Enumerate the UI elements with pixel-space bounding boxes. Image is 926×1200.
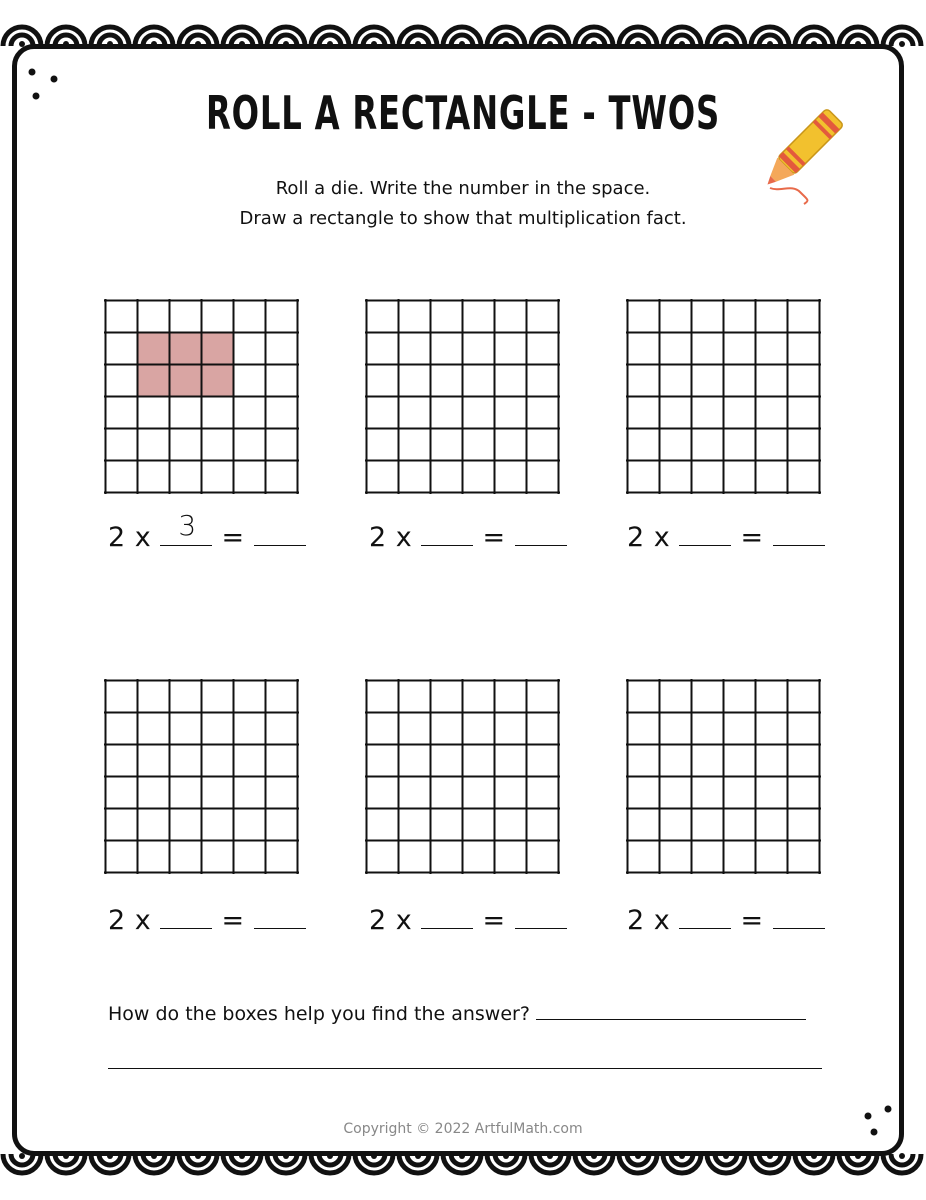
answer-blank-factor[interactable] <box>421 543 473 546</box>
answer-blank-product[interactable] <box>515 543 567 546</box>
instruction-line-1: Roll a die. Write the number in the space. <box>275 178 651 199</box>
equation-5 <box>369 905 567 936</box>
grid-3[interactable] <box>626 299 821 494</box>
equation-3 <box>627 522 825 553</box>
grid-2[interactable] <box>365 299 560 494</box>
equation-4 <box>108 905 306 936</box>
question-text: How do the boxes help you find the answer? <box>108 1003 530 1025</box>
grid-5[interactable] <box>365 679 560 874</box>
equation-prefix: 2 x <box>108 905 152 936</box>
grid-1[interactable] <box>104 299 299 494</box>
shaded-cell <box>170 365 202 397</box>
copyright-footer: Copyright © 2022 ArtfulMath.com <box>343 1121 583 1137</box>
answer-blank-product[interactable] <box>773 926 825 929</box>
equals-sign: = <box>221 522 245 553</box>
equals-sign: = <box>740 905 764 936</box>
shaded-cell <box>202 365 234 397</box>
instruction-line-2: Draw a rectangle to show that multiplication fact. <box>239 208 687 229</box>
answer-blank-factor[interactable] <box>160 926 212 929</box>
equation-prefix: 2 x <box>369 905 413 936</box>
dots-decoration-top-left <box>26 66 66 106</box>
answer-blank-product[interactable] <box>254 926 306 929</box>
answer-blank-factor[interactable] <box>679 926 731 929</box>
equation-2 <box>369 522 567 553</box>
equals-sign: = <box>740 522 764 553</box>
equation-6 <box>627 905 825 936</box>
equation-prefix: 2 x <box>369 522 413 553</box>
equation-1 <box>108 509 306 553</box>
answer-blank-product[interactable] <box>254 543 306 546</box>
shaded-cell <box>202 333 234 365</box>
equals-sign: = <box>221 905 245 936</box>
equals-sign: = <box>482 905 506 936</box>
equation-prefix: 2 x <box>627 522 671 553</box>
shaded-cell <box>170 333 202 365</box>
page-title: ROLL A RECTANGLE - TWOS <box>206 86 720 140</box>
answer-blank-factor[interactable] <box>679 543 731 546</box>
grid-4[interactable] <box>104 679 299 874</box>
handwritten-number: 3 <box>178 509 197 542</box>
shaded-cell <box>138 333 170 365</box>
answer-blank-product[interactable] <box>515 926 567 929</box>
reflection-question <box>108 1003 806 1025</box>
answer-blank-factor[interactable] <box>160 509 212 546</box>
bottom-border-decoration <box>0 1140 926 1200</box>
grid-6[interactable] <box>626 679 821 874</box>
answer-blank-product[interactable] <box>773 543 825 546</box>
shaded-cell <box>138 365 170 397</box>
answer-blank-factor[interactable] <box>421 926 473 929</box>
answer-line-1[interactable] <box>536 1019 806 1020</box>
answer-line-2[interactable] <box>108 1068 822 1069</box>
crayon-icon <box>752 96 848 208</box>
equation-prefix: 2 x <box>627 905 671 936</box>
equation-prefix: 2 x <box>108 522 152 553</box>
equals-sign: = <box>482 522 506 553</box>
